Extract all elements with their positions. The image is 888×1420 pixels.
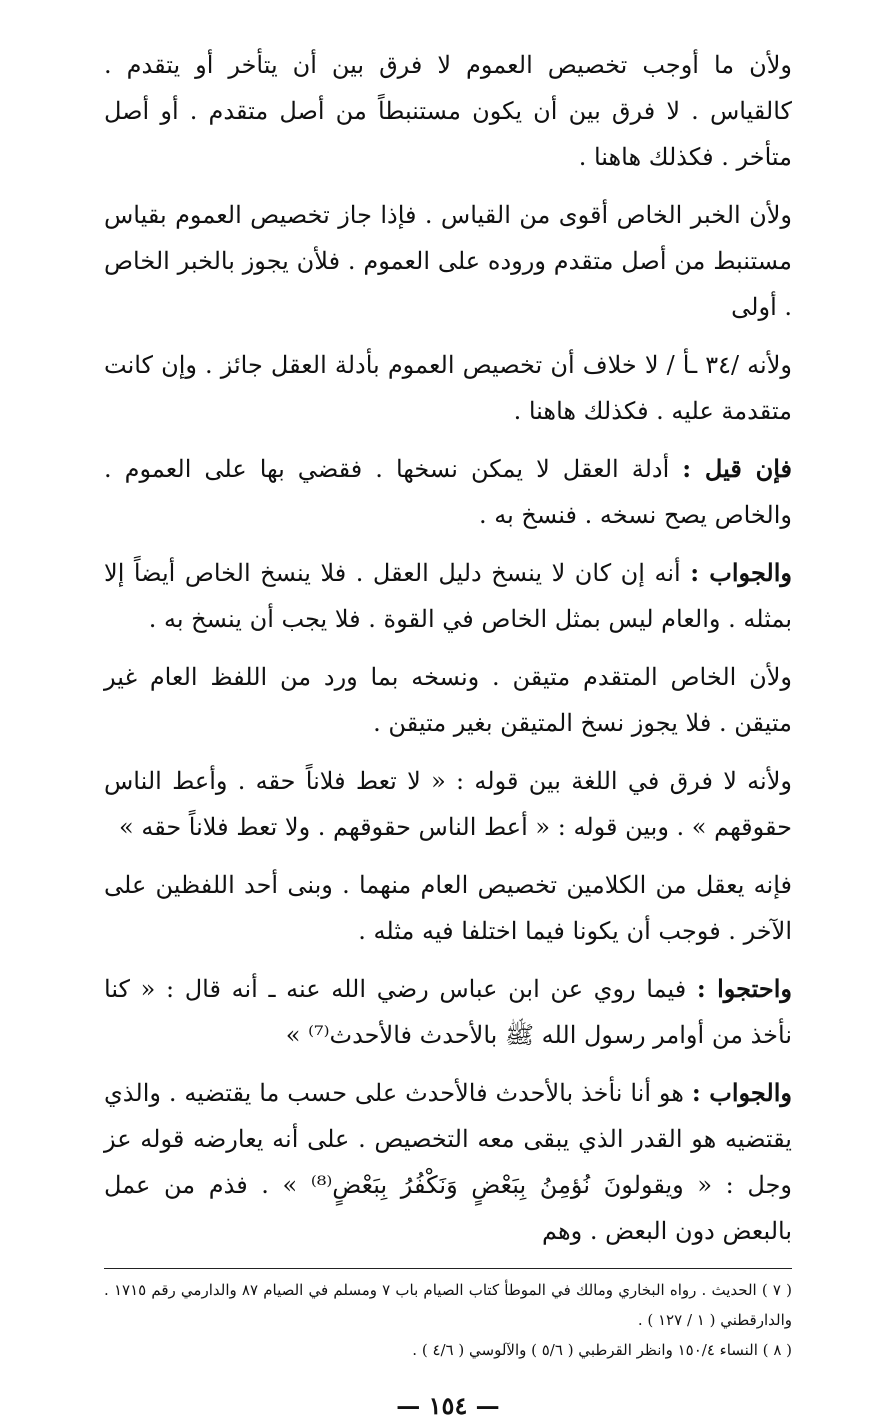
paragraph-1	[104, 42, 792, 180]
paragraph-lead: فإن قيل :	[682, 454, 792, 483]
paragraph-5	[104, 550, 792, 642]
paragraph-text: فيما روي عن ابن عباس رضي الله عنه ـ أنه قال : « كنا نأخذ من أوامر رسول الله ﷺ بالأحدث فالأحدث⁽⁷⁾ »	[104, 975, 792, 1049]
paragraph-text: ولأنه لا فرق في اللغة بين قوله : « لا تعط فلاناً حقه . وأعط الناس حقوقهم » . وبين قوله : « أعط الناس حقوقهم . ولا تعط فلاناً حقه »	[104, 767, 792, 841]
paragraph-text: أدلة العقل لا يمكن نسخها . فقضي بها على العموم . والخاص يصح نسخه . فنسخ به .	[104, 455, 792, 529]
footnote-8: ( ٨ ) النساء ١٥٠/٤ وانظر القرطبي ( ٥/٦ ) والآلوسي ( ٤/٦ ) .	[412, 1341, 792, 1359]
paragraph-lead: واحتجوا :	[696, 974, 792, 1003]
paragraph-text: ولأن ما أوجب تخصيص العموم لا فرق بين أن يتأخر أو يتقدم . كالقياس . لا فرق بين أن يكون مستنبطاً من أصل متقدم . أو أصل متأخر . فكذلك هاهنا .	[104, 51, 792, 171]
paragraph-8	[104, 862, 792, 954]
footnote-7: ( ٧ ) الحديث . رواه البخاري ومالك في الموطأ كتاب الصيام باب ٧ ومسلم في الصيام ٨٧ والدارمي رقم ١٧١٥ . والدارقطني ( ١ / ١٢٧ ) .	[104, 1281, 792, 1329]
paragraph-6	[104, 654, 792, 746]
paragraph-2	[104, 192, 792, 330]
paragraph-text: ولأنه /٣٤ ـأ / لا خلاف أن تخصيص العموم بأدلة العقل جائز . وإن كانت متقدمة عليه . فكذلك هاهنا .	[104, 351, 792, 425]
paragraph-lead: والجواب :	[690, 558, 793, 587]
footnotes	[104, 1275, 792, 1365]
paragraph-7	[104, 758, 792, 850]
paragraph-lead: والجواب :	[691, 1078, 792, 1107]
document-page	[104, 42, 792, 1420]
paragraph-text: أنه إن كان لا ينسخ دليل العقل . فلا ينسخ الخاص أيضاً إلا بمثله . والعام ليس بمثل الخاص في القوة . فلا يجب أن ينسخ به .	[104, 559, 792, 633]
paragraph-10	[104, 1070, 792, 1254]
paragraph-text: ولأن الخاص المتقدم متيقن . ونسخه بما ورد من اللفظ العام غير متيقن . فلا يجوز نسخ المتيقن بغير متيقن .	[104, 663, 792, 737]
main-text	[104, 42, 792, 1254]
paragraph-text: ولأن الخبر الخاص أقوى من القياس . فإذا جاز تخصيص العموم بقياس مستنبط من أصل متقدم وروده على العموم . فلأن يجوز بالخبر الخاص . أولى	[104, 201, 793, 321]
paragraph-3	[104, 342, 792, 434]
paragraph-text: هو أنا نأخذ بالأحدث فالأحدث على حسب ما يقتضيه . والذي يقتضيه هو القدر الذي يبقى معه التخصيص . على أنه يعارضه قوله عز وجل : « ويقولونَ نُؤمِنُ بِبَعْضٍ وَنَكْفُرُ بِبَعْضٍ⁽⁸⁾ » . فذم من عمل بالبعض دون البعض . وهم	[104, 1079, 792, 1245]
page-number: — ١٥٤ —	[396, 1391, 500, 1420]
paragraph-9	[104, 966, 792, 1058]
paragraph-4	[104, 446, 792, 538]
paragraph-text: فإنه يعقل من الكلامين تخصيص العام منهما . وبنى أحد اللفظين على الآخر . فوجب أن يكونا فيما اختلفا فيه مثله .	[104, 871, 793, 945]
footnote-divider	[104, 1268, 792, 1269]
